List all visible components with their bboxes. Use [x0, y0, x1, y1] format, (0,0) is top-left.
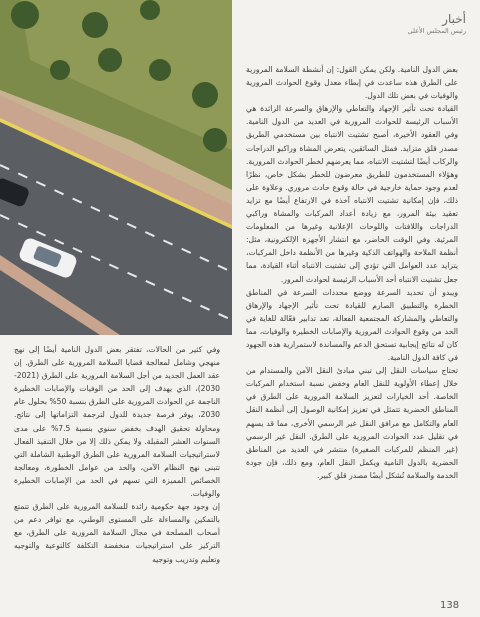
article-column-left	[14, 343, 220, 566]
paragraph: وفي كثير من الحالات، تفتقر بعض الدول النامية أيضًا إلى نهج منهجي وشامل لمعالجة قضايا السلامة المرورية على الطرق. إن عقد العمل الجديد من أجل السلامة المرورية على الطرق (2021-2030)، الذي يهدف إلى الحد من الوفيات والإصابات الخطيرة الناجمة عن الحوادث المرورية على الطرق بنسبة 50% بحلول عام 2030، يوفر فرصة جديدة للدول لترجمة التزاماتها إلى نتائج. ومحاولة تحقيق الهدف بخفض سنوي بنسبة 7.5% على مدى السنوات العشر المقبلة. ولا يمكن ذلك إلا من خلال التنفيذ الفعال لاستراتيجيات السلامة المرورية على الطرق الوطنية الشاملة التي تتبنى نهج النظام الآمن، والحد من عوامل الخطورة، ومعالجة الخصائص المميزة التي تسهم في الحد من الإصابات الخطيرة والوفيات.	[14, 345, 220, 499]
aerial-road-photo	[0, 0, 232, 335]
section-header	[408, 12, 466, 36]
paragraph: القيادة تحت تأثير الإجهاد والتعاطي والإرهاق والسرعة الزائدة هي الأسباب الرئيسة للحوادث المرورية في العديد من الدول النامية. وفي العقود الأخيرة، أصبح تشتيت الانتباه بين مستخدمي الطريق مصدر قلق متزايد. فمثل السائقين، يتعرض المشاة وراكبو الدراجات والركاب أيضًا لتشتيت الانتباه، مما يعرضهم لخطر الحوادث المرورية. وهؤلاء المستخدمون للطريق معرضون للخطر بشكل خاص، نظرًا لعدم وجود حماية خارجية في حالة وقوع حادث مروري. وعلاوة على ذلك، فإن إمكانية تشتيت الانتباه آخذة في الارتفاع أيضًا مع تزايد تعقيد بيئة المرور، مع زيادة أعداد المركبات والمشاة وراكبي الدراجات واللافتات واللوحات الإعلانية وغيرها من المعلومات المرئية. وفي الوقت الحاضر، مع انتشار الأجهزة الإلكترونية، مثل: أنظمة الملاحة والهواتف الذكية وغيرها من الأنظمة داخل المركبات، يتزايد عدد العوامل التي تؤدي إلى تشتيت الانتباه أثناء القيادة، مما جعل تشتيت الانتباه أحد الأسباب الرئيسة لحوادث المرور.	[246, 104, 458, 284]
paragraph: تحتاج سياسات النقل إلى تبني مبادئ النقل الآمن والمستدام من خلال إعطاء الأولوية للنقل العام وخفض نسبة استخدام المركبات الخاصة. أحد الخيارات لتعزيز السلامة المرورية على الطرق في المناطق الحضرية تتمثل في تعزيز إمكانية الوصول إلى أنظمة النقل العام والتكامل مع مرافق النقل غير الرسمي الأخرى، مما قد يسهم في تقليل عدد الحوادث المرورية على الطرق. النقل غير الرسمي (غير المنظم للمركبات الصغيرة) منتشر في العديد من المناطق الحضرية بالدول النامية ويكمل النقل العام، ومع ذلك، فإن جودة الخدمة والسلامة تُشكل أيضًا مصدر قلق كبير.	[246, 366, 458, 480]
paragraph: ويبدو أن تحديد السرعة ووضع محددات السرعة في المناطق الخطرة والتطبيق الصارم للقيادة تحت تأثير الإجهاد والإرهاق والتعاطي والمشاركة المجتمعية الفعالة، تعد تدابير فعّالة للغاية في الحد من وقوع الحوادث المرورية والإصابات الخطيرة والوفيات، مما كان له نتائج إيجابية تستحق الدعم والمساندة لاستمرارية هذه الجهود في كافة الدول النامية.	[246, 287, 458, 363]
section-subtitle: رئيس المجلس الأعلى	[407, 27, 466, 35]
page-number: 138	[440, 600, 460, 611]
paragraph: بعض الدول النامية. ولكن يمكن القول: إن أنشطة السلامة المرورية على الطرق هذه ساعدت في إبطاء معدل وقوع الحوادث المرورية والوفيات في بعض تلك الدول.	[246, 65, 458, 101]
section-title: أخبار	[442, 12, 466, 26]
paragraph: إن وجود جهة حكومية رائدة للسلامة المرورية على الطرق تتمتع بالتمكين والمساءلة على المستوى الوطني، مع توافر دعم من أصحاب المصلحة في مجال السلامة المرورية على الطرق، مع التركيز على استراتيجيات منخفضة التكلفة كالتوعية والتوجيه وتعليم وتدريب وتوجيه	[14, 502, 220, 564]
article-column-right	[246, 63, 458, 482]
